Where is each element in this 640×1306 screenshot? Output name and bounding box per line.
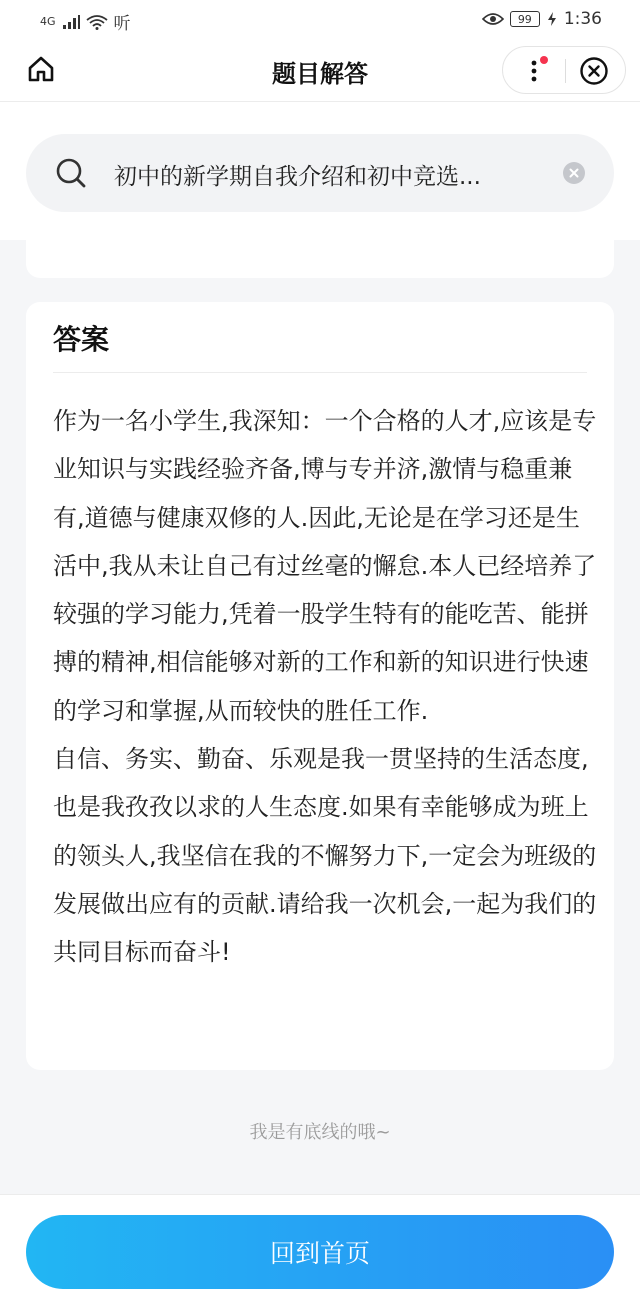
notification-dot — [540, 56, 548, 64]
network-type: 4G — [40, 15, 56, 28]
status-left — [40, 9, 131, 34]
more-icon[interactable] — [525, 55, 549, 87]
search-input[interactable] — [26, 134, 614, 212]
search-section — [0, 102, 640, 240]
status-right — [482, 9, 602, 29]
answer-heading: 答案 — [53, 323, 110, 356]
search-query: 初中的新学期自我介绍和初中竞选... — [114, 164, 481, 190]
page-title: 题目解答 — [272, 60, 368, 88]
eye-icon — [482, 12, 504, 26]
clear-icon[interactable] — [562, 161, 586, 185]
speed-label: 听 — [113, 14, 131, 34]
answer-body — [53, 397, 598, 977]
status-bar — [0, 0, 640, 40]
back-to-home-button[interactable]: 回到首页 — [26, 1215, 614, 1289]
wifi-icon — [86, 14, 108, 30]
mini-program-capsule — [502, 46, 626, 94]
answer-card — [26, 302, 614, 1070]
answer-divider — [53, 372, 587, 373]
capsule-divider — [565, 59, 566, 83]
battery-indicator: 99 — [510, 11, 540, 27]
end-of-list-note: 我是有底线的哦~ — [249, 1122, 391, 1143]
answer-paragraph: 作为一名小学生,我深知：一个合格的人才,应该是专业知识与实践经验齐备,博与专并济,激情与稳重兼有,道德与健康双修的人.因此,无论是在学习还是生活中,我从未让自己有过丝毫的懈怠.本人已经培养了较强的学习能力,凭着一股学生特有的能吃苦、能拼搏的精神,相信能够对新的工作和新的知识进行快速的学习和掌握,从而较快的胜任工作. — [53, 407, 597, 725]
signal-icon — [62, 14, 80, 30]
close-icon[interactable] — [579, 56, 609, 86]
search-icon — [54, 156, 88, 190]
nav-bar — [0, 40, 640, 102]
charging-icon — [546, 11, 558, 27]
clock: 1:36 — [563, 9, 602, 29]
answer-paragraph: 自信、务实、勤奋、乐观是我一贯坚持的生活态度,也是我孜孜以求的人生态度.如果有幸能够成为班上的领头人,我坚信在我的不懈努力下,一定会为班级的发展做出应有的贡献.请给我一次机会,一起为我们的共同目标而奋斗! — [53, 745, 597, 967]
bottom-bar — [0, 1194, 640, 1306]
previous-card — [26, 238, 614, 278]
